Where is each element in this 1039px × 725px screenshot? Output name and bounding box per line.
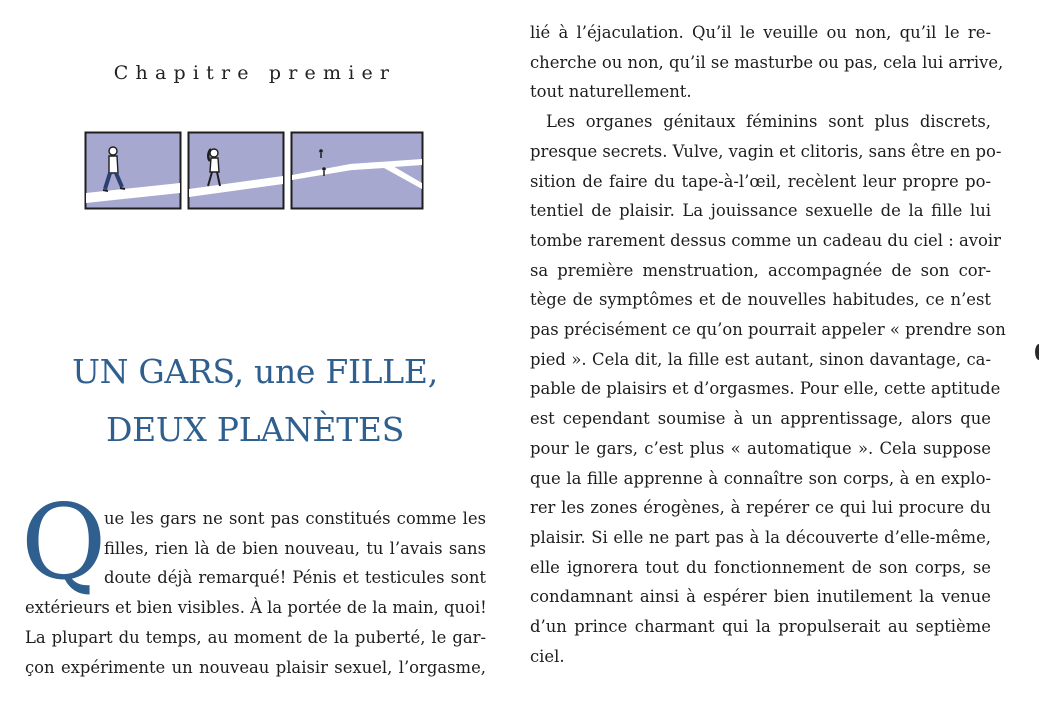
- comic-strip-illustration: [84, 131, 424, 211]
- text-line: tentiel de plaisir. La jouissance sexuelle de la fille lui: [530, 201, 991, 221]
- text-line: extérieurs et bien visibles. À la portée de la main, quoi!: [25, 598, 487, 618]
- text-line: çon expérimente un nouveau plaisir sexuel, l’orgasme,: [25, 657, 486, 677]
- text-line: filles, rien là de bien nouveau, tu l’avais sans: [104, 538, 486, 558]
- right-page: [510, 0, 1039, 725]
- text-line: pied ». Cela dit, la fille est autant, sinon davantage, ca-: [530, 349, 991, 369]
- text-line: tout naturellement.: [530, 82, 692, 102]
- text-line: sition de faire du tape-à-l’œil, recèlent leur propre po-: [530, 171, 991, 191]
- text-line: La plupart du temps, au moment de la puberté, le gar-: [25, 627, 486, 647]
- text-line: elle ignorera tout du fonctionnement de son corps, se: [530, 557, 991, 577]
- right-body-text: [530, 18, 1006, 671]
- panel-girl-walking: [189, 133, 284, 209]
- text-line: pour le gars, c’est plus « automatique ». Cela suppose: [530, 438, 991, 458]
- text-line: Les organes génitaux féminins sont plus discrets,: [546, 112, 991, 132]
- left-body-text: [25, 504, 486, 682]
- text-line: pas précisément ce qu’on pourrait appeler « prendre son: [530, 320, 1006, 340]
- text-line: d’un prince charmant qui la propulserait au septième: [530, 617, 991, 637]
- text-line: rer les zones érogènes, à repérer ce qui lui procure du: [530, 498, 991, 518]
- text-line: tombe rarement dessus comme un cadeau du ciel : avoir: [530, 230, 1001, 250]
- panel-diverging-paths: [292, 133, 423, 209]
- text-line: est cependant soumise à un apprentissage, alors que: [530, 409, 991, 429]
- text-line: presque secrets. Vulve, vagin et clitoris, sans être en po-: [530, 141, 1002, 161]
- chapter-label: Chapitre premier: [113, 62, 397, 84]
- text-line: ue les gars ne sont pas constitués comme les: [104, 509, 486, 528]
- text-line: ciel.: [530, 646, 565, 666]
- chapter-title-line: DEUX PLANÈTES: [105, 410, 405, 449]
- text-line: cherche ou non, qu’il se masturbe ou pas, cela lui arrive,: [530, 52, 1004, 72]
- text-line: tège de symptômes et de nouvelles habitudes, ce n’est: [530, 290, 991, 310]
- chapter-title: [0, 343, 510, 459]
- text-line: pable de plaisirs et d’orgasmes. Pour elle, cette aptitude: [530, 379, 1001, 399]
- chapter-title-line: UN GARS, une FILLE,: [72, 352, 438, 391]
- page-edge-mark: [1035, 344, 1039, 360]
- left-page: [0, 0, 510, 725]
- text-line: plaisir. Si elle ne part pas à la découverte d’elle-même,: [530, 527, 991, 547]
- text-line: que la fille apprenne à connaître son corps, à en explo-: [530, 468, 991, 488]
- text-line: lié à l’éjaculation. Qu’il le veuille ou non, qu’il le re-: [530, 23, 991, 42]
- panel-boy-walking: [86, 133, 181, 209]
- text-line: sa première menstruation, accompagnée de son cor-: [530, 260, 991, 280]
- text-line: doute déjà remarqué! Pénis et testicules sont: [104, 568, 486, 588]
- text-line: condamnant ainsi à espérer bien inutilement la venue: [530, 587, 991, 607]
- drop-cap: Q: [21, 481, 107, 603]
